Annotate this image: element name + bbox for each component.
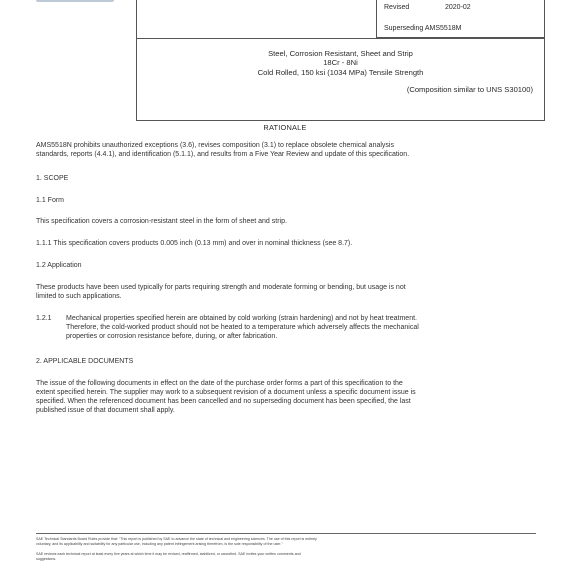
- documents-text-line-3: specified. When the referenced document has been cancelled and no superseding document has been specified, the last: [36, 398, 411, 405]
- rationale-text-line-1: AMS5518N prohibits unauthorized exceptions (3.6), revises composition (3.1) to replace obsolete chemical analysis: [36, 142, 394, 149]
- application-text-line-1: These products have been used typically for parts requiring strength and moderate forming or bending, but usage is not: [36, 284, 406, 291]
- documents-text-line-1: The issue of the following documents in effect on the date of the purchase order forms a part of this specification to the: [36, 380, 403, 387]
- section-applicable-documents-heading: 2. APPLICABLE DOCUMENTS: [36, 358, 134, 365]
- documents-text-line-2: extent specified herein. The supplier may work to a subsequent revision of a document unless a specific document issue is: [36, 389, 416, 396]
- section-1-1-1-text: 1.1.1 This specification covers products 0.005 inch (0.13 mm) and over in nominal thickness (see 8.7).: [36, 240, 353, 247]
- title-line-3: Cold Rolled, 150 ksi (1034 MPa) Tensile Strength: [257, 67, 424, 77]
- section-1-2-1-number: 1.2.1: [36, 315, 52, 322]
- application-text-line-2: limited to such applications.: [36, 293, 122, 300]
- section-scope-heading: 1. SCOPE: [36, 175, 69, 182]
- header-logo-fragment: [36, 0, 114, 2]
- form-text: This specification covers a corrosion-resistant steel in the form of sheet and strip.: [36, 218, 287, 225]
- section-1-2-1-line-2: Therefore, the cold-worked product should not be heated to a temperature which adversely affects the mechanical: [66, 324, 419, 331]
- rationale-heading: RATIONALE: [263, 123, 307, 132]
- footer-divider: [36, 533, 536, 534]
- section-application-heading: 1.2 Application: [36, 262, 82, 269]
- superseding-label: Superseding AMS5518M: [384, 25, 462, 32]
- documents-text-line-4: published issue of that document shall apply.: [36, 407, 175, 414]
- footer-line-2: voluntary, and its applicability and suitability for any particular use, including any patent infringement arising therefrom, is the sole responsibility of the user.": [36, 542, 283, 546]
- rationale-text-line-2: standards, reports (4.4.1), and identification (5.1.1), and results from a Five Year Review and update of this specification.: [36, 151, 410, 158]
- section-form-heading: 1.1 Form: [36, 197, 65, 204]
- title-line-4: (Composition similar to UNS S30100): [406, 85, 533, 94]
- title-line-1: Steel, Corrosion Resistant, Sheet and Strip: [268, 49, 413, 58]
- footer-line-4: suggestions.: [36, 557, 57, 561]
- spec-title: [138, 49, 543, 77]
- revised-label: Revised: [384, 4, 410, 11]
- title-line-2: 18Cr - 8Ni: [323, 58, 358, 68]
- footer-line-3: SAE reviews each technical report at least every five years at which time it may be revised, reaffirmed, stabilized, or cancelled. SAE invites your written comments and: [36, 552, 301, 556]
- footer-line-1: SAE Technical Standards Board Rules provide that: "This report is published by SAE to advance the state of technical and engineering sciences. The use of this report is entirely: [36, 537, 317, 541]
- revised-date: 2020-02: [445, 4, 471, 11]
- section-1-2-1-line-1: Mechanical properties specified herein are obtained by cold working (strain hardening) and not by heat treatment.: [66, 315, 417, 322]
- header-divider: [136, 38, 545, 39]
- section-1-2-1-line-3: properties or corrosion resistance before, during, or after fabrication.: [66, 333, 278, 340]
